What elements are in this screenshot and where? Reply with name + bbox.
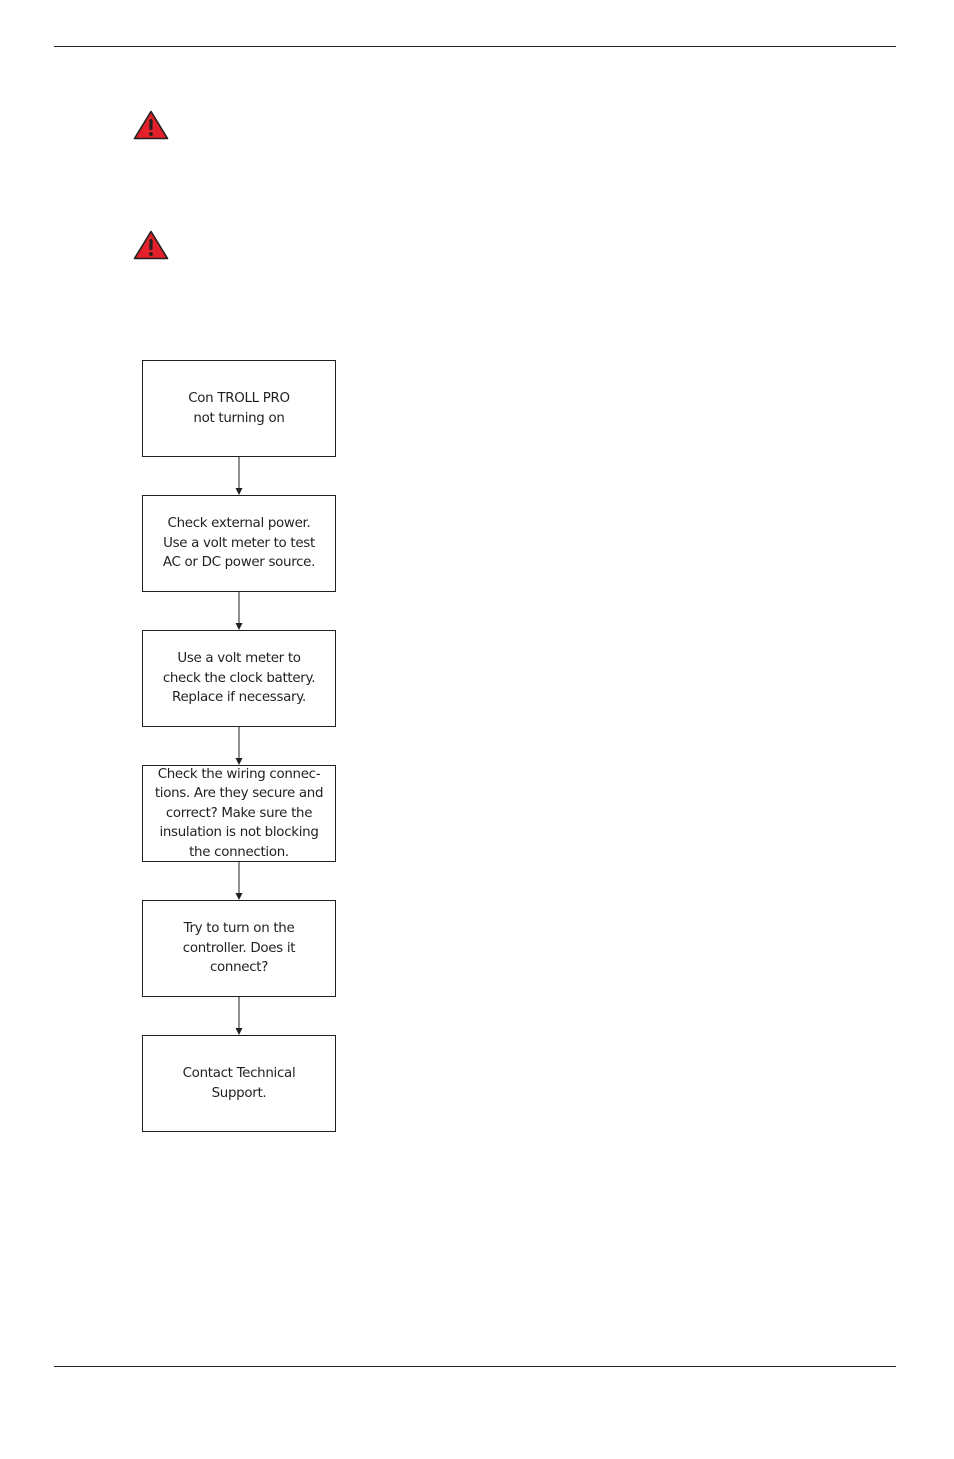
flow-step-try-turn-on [142,900,336,997]
flow-arrow [238,862,240,900]
flow-step-text: Con TROLL PRO not turning on [188,391,290,426]
flow-step-text: Check the wiring connec- tions. Are they secure and correct? Make sure the insulation is not blocking the connection. [154,766,324,860]
flow-arrow [238,997,240,1035]
flow-step-contact-support [142,1035,336,1132]
flow-arrow [238,592,240,630]
warning-triangle-icon [133,230,169,260]
flow-step-check-clock-battery [142,630,336,727]
warning-triangle-icon [133,110,169,140]
flow-step-check-external-power [142,495,336,592]
flow-arrow [238,457,240,495]
flow-step-text: Try to turn on the controller. Does it connect? [182,921,296,976]
flow-step-text: Contact Technical Support. [182,1066,296,1101]
flow-step-text: Check external power. Use a volt meter to test AC or DC power source. [162,516,316,571]
flow-arrow [238,727,240,765]
flow-step-not-turning-on [142,360,336,457]
flow-step-text: Use a volt meter to check the clock battery. Replace if necessary. [162,651,316,706]
footer-rule [54,1366,896,1367]
flow-step-check-wiring [142,765,336,862]
header-rule [54,46,896,47]
